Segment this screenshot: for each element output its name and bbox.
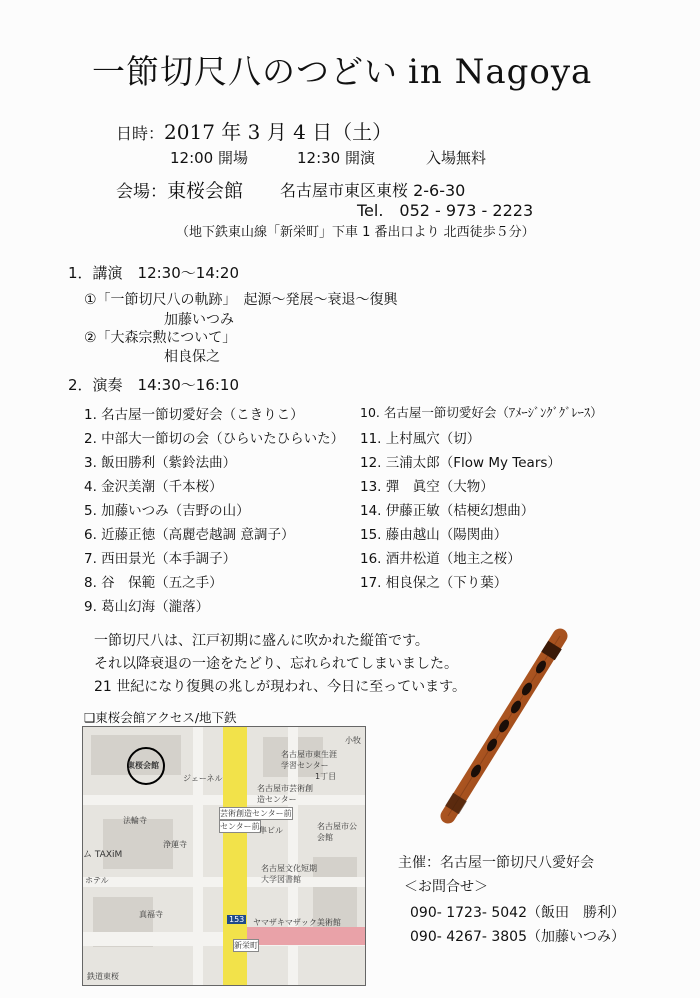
map-label: 名古屋市芸術創造センター <box>257 784 313 804</box>
program-item: 1. 名古屋一節切愛好会（こきりこ） <box>84 407 304 423</box>
venue-address: 名古屋市東区東桜 2-6-30 <box>280 181 466 200</box>
venue-directions: （地下鉄東山線「新栄町」下車 1 番出口より 北西徒歩５分） <box>176 225 535 240</box>
map-label: 鉄道東桜 <box>87 972 119 981</box>
program-item: 13. 彈 眞空（大物） <box>360 479 494 495</box>
map-label: 小牧 <box>345 736 361 745</box>
program-item: 16. 酒井松道（地主之桜） <box>360 551 521 567</box>
contact-phone-1: 090- 1723- 5042（飯田 勝利） <box>410 905 625 921</box>
program-item: 10. 名古屋一節切愛好会（ｱﾒｰｼﾞﾝｸﾞｸﾞﾚｰｽ） <box>360 405 603 420</box>
map-label: ジェーネル <box>183 774 223 783</box>
map-label: 名古屋市公会館 <box>317 822 357 842</box>
map-label-venue: 東桜会館 <box>127 761 159 770</box>
map-label: 新栄町 <box>234 941 258 950</box>
map-label: 名古屋文化短期大学図書館 <box>261 864 317 884</box>
lecture-item-1: ①「一節切尺八の軌跡」 起源〜発展〜衰退〜復興 <box>84 292 398 308</box>
program-item: 7. 西田景光（本手調子） <box>84 551 237 567</box>
map-label: 真福寺 <box>139 910 163 919</box>
venue-tel: Tel. 052 - 973 - 2223 <box>357 201 534 220</box>
venue-row <box>116 176 243 203</box>
program-item: 3. 飯田勝利（紫鈴法曲） <box>84 455 237 471</box>
map-subway-line <box>247 927 365 945</box>
admission-free: 入場無料 <box>426 149 487 167</box>
program-item: 12. 三浦太郎（Flow My Tears） <box>360 455 561 471</box>
contact-label: ＜お問合せ＞ <box>404 879 488 895</box>
map-road <box>193 727 203 985</box>
date-label: 日時： <box>116 124 165 143</box>
access-map <box>82 726 366 986</box>
map-label: ム TAXiM <box>83 850 123 860</box>
start-time: 12:30 開演 <box>297 149 375 167</box>
program-item: 17. 相良保之（下り葉） <box>360 575 508 591</box>
map-label: センター前 <box>220 822 260 831</box>
program-item: 5. 加藤いつみ（吉野の山） <box>84 503 250 519</box>
venue-name: 東桜会館 <box>167 180 244 202</box>
contact-phone-2: 090- 4267- 3805（加藤いつみ） <box>410 929 625 945</box>
program-item: 4. 金沢美潮（千本桜） <box>84 479 223 495</box>
map-label: ヤマザキマザック美術館 <box>253 918 341 927</box>
map-label: ホテル <box>85 876 109 885</box>
lecture-speaker-1: 加藤いつみ <box>164 312 234 328</box>
program-item: 9. 葛山幻海（瀧落） <box>84 599 210 615</box>
page-title <box>92 46 592 93</box>
doors-time: 12:00 開場 <box>170 149 248 167</box>
performance-heading: 2．演奏 14:30〜16:10 <box>68 376 239 394</box>
program-item: 15. 藤由越山（陽関曲） <box>360 527 508 543</box>
program-item: 2. 中部大一節切の会（ひらいたひらいた） <box>84 431 345 447</box>
time-row <box>170 147 248 168</box>
map-label: 法輪寺 <box>123 816 147 825</box>
program-item: 14. 伊藤正敏（桔梗幻想曲） <box>360 503 535 519</box>
shakuhachi-flute-image <box>430 628 580 828</box>
lecture-speaker-2: 相良保之 <box>164 349 220 365</box>
lecture-heading: 1．講演 12:30〜14:20 <box>68 264 239 282</box>
date-value: 2017 年 3 月 4 日（土） <box>164 120 393 144</box>
program-item: 11. 上村風穴（切） <box>360 431 481 447</box>
organizer-host: 主催：名古屋一節切尺八愛好会 <box>398 855 594 871</box>
description-line: 21 世紀になり復興の兆しが現われ、今日に至っています。 <box>94 679 466 695</box>
program-item: 8. 谷 保範（五之手） <box>84 575 223 591</box>
description-line: 一節切尺八は、江戸初期に盛んに吹かれた縦笛です。 <box>94 633 429 649</box>
lecture-item-2: ②「大森宗勲について」 <box>84 330 237 346</box>
program-item: 6. 近藤正徳（高麗壱越調 意調子） <box>84 527 295 543</box>
title-main: 一節切尺八のつどい <box>92 52 398 91</box>
map-label: 隼ビル <box>259 826 283 835</box>
title-latin: in Nagoya <box>408 52 593 92</box>
date-row <box>116 116 392 145</box>
venue-label: 会場： <box>116 182 167 202</box>
map-label: 芸術創造センター前 <box>220 809 292 818</box>
map-route-badge: 153 <box>229 915 245 924</box>
map-caption: ❑東桜会館アクセス/地下鉄 <box>84 710 237 725</box>
map-label: 1丁目 <box>315 772 337 781</box>
description-line: それ以降衰退の一途をたどり、忘れられてしまいました。 <box>94 656 458 672</box>
map-label: 名古屋市東生涯学習センター <box>281 750 337 770</box>
map-label: 浄蓮寺 <box>163 840 187 849</box>
